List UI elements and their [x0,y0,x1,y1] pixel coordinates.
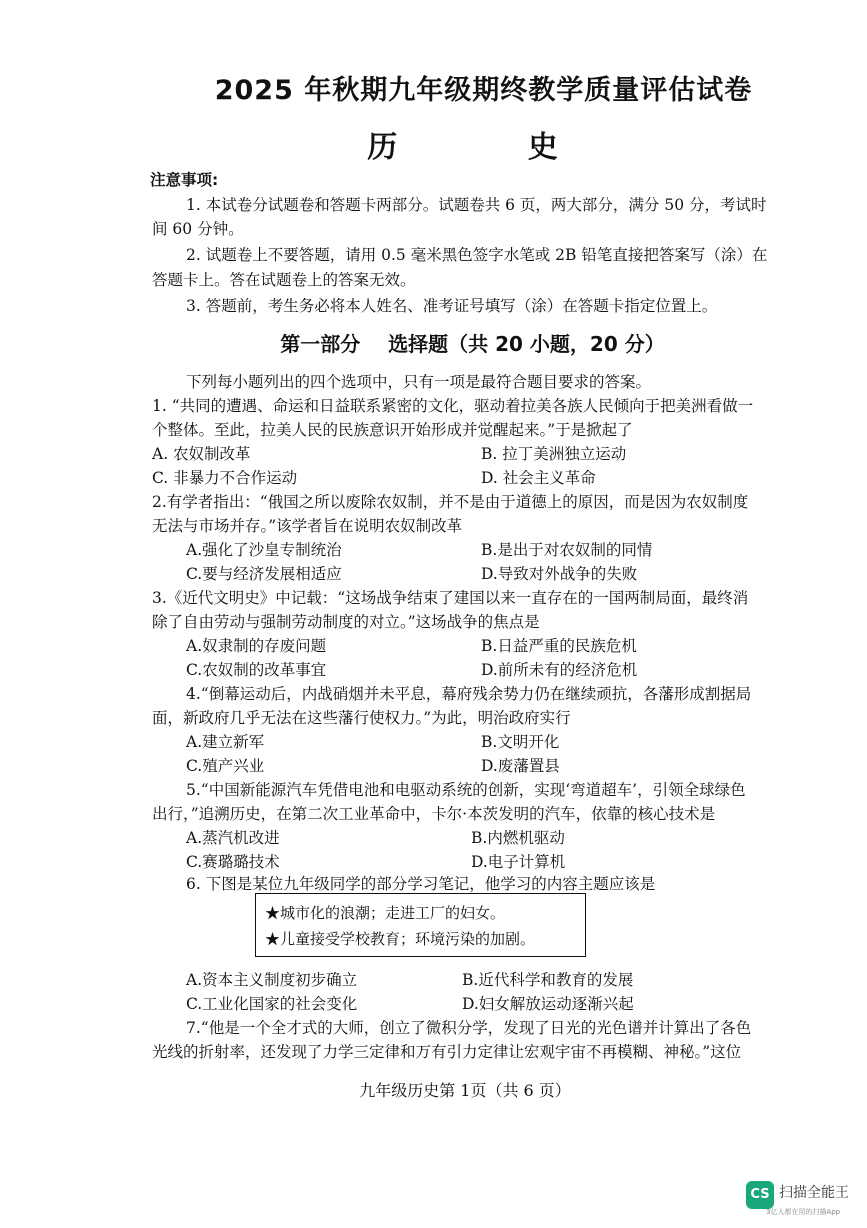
question-5-option-c: C.赛璐璐技术 [186,853,280,871]
section-instruction: 下列每小题列出的四个选项中，只有一项是最符合题目要求的答案。 [186,373,652,391]
question-4-option-c: C.殖产兴业 [186,757,265,775]
question-6-stem: 6. 下图是某位九年级同学的部分学习笔记，他学习的内容主题应该是 [186,875,656,893]
question-6-option-d: D.妇女解放运动逐渐兴起 [462,995,634,1013]
camscanner-logo-icon: CS [746,1181,774,1209]
camscanner-name: 扫描全能王 [779,1185,849,1201]
question-5-option-a: A.蒸汽机改进 [186,829,280,847]
notice-item-1-cont: 间 60 分钟。 [152,220,244,238]
question-7-stem: 7.“他是一个全才式的大师，创立了微积分学，发现了日光的光色谱并计算出了各色 [186,1019,752,1037]
question-2-option-d: D.导致对外战争的失败 [481,565,638,583]
question-5-option-b: B.内燃机驱动 [471,829,565,847]
exam-title: 2025 年秋期九年级期终教学质量评估试卷 [214,75,753,106]
question-3-option-d: D.前所未有的经济危机 [481,661,638,679]
question-1-stem-cont: 个整体。至此，拉美人民的民族意识开始形成并觉醒起来。”于是掀起了 [152,421,633,439]
notice-item-3: 3. 答题前，考生务必将本人姓名、准考证号填写（涂）在答题卡指定位置上。 [186,297,718,315]
question-2-option-b: B.是出于对农奴制的同情 [481,541,653,559]
question-6-option-b: B.近代科学和教育的发展 [462,971,634,989]
question-3-option-b: B.日益严重的民族危机 [481,637,637,655]
question-4-stem: 4.“倒幕运动后，内战硝烟并未平息，幕府残余势力仍在继续顽抗，各藩形成割据局 [186,685,752,703]
question-4-option-d: D.废藩置县 [481,757,560,775]
question-6-option-c: C.工业化国家的社会变化 [186,995,358,1013]
study-note-line-1: ★城市化的浪潮；走进工厂的妇女。 [265,904,506,922]
question-3-option-c: C.农奴制的改革事宜 [186,661,327,679]
study-notes-box [255,893,586,957]
page-footer: 九年级历史第 1页（共 6 页） [359,1081,571,1100]
question-7-stem-cont: 光线的折射率，还发现了力学三定律和万有引力定律让宏观宇宙不再模糊、神秘。”这位 [152,1043,742,1061]
notice-item-2-cont: 答题卡上。答在试题卷上的答案无效。 [152,271,416,289]
question-3-option-a: A.奴隶制的存废问题 [186,637,327,655]
notice-heading: 注意事项: [150,171,219,189]
question-1-stem: 1. “共同的遭遇、命运和日益联系紧密的文化，驱动着拉美各族人民倾向于把美洲看做一 [152,397,754,415]
question-4-stem-cont: 面，新政府几乎无法在这些藩行使权力。”为此，明治政府实行 [152,709,571,727]
study-note-line-2: ★儿童接受学校教育；环境污染的加剧。 [265,930,536,948]
question-5-stem: 5.“中国新能源汽车凭借电池和电驱动系统的创新，实现‘弯道超车’，引领全球绿色 [186,781,746,799]
question-3-stem: 3.《近代文明史》中记载：“这场战争结束了建国以来一直存在的一国两制局面，最终消 [152,589,749,607]
question-4-option-a: A.建立新军 [186,733,265,751]
question-1-option-b: B. 拉丁美洲独立运动 [481,445,627,463]
question-2-stem: 2.有学者指出：“俄国之所以废除农奴制，并不是由于道德上的原因，而是因为农奴制度 [152,493,749,511]
subject-title: 历 史 [367,130,618,165]
question-2-option-c: C.要与经济发展相适应 [186,565,342,583]
question-5-stem-cont: 出行，”追溯历史，在第二次工业革命中，卡尔·本茨发明的汽车，依靠的核心技术是 [152,805,716,823]
question-6-option-a: A.资本主义制度初步确立 [186,971,358,989]
question-2-stem-cont: 无法与市场并存。”该学者旨在说明农奴制改革 [152,517,463,535]
question-1-option-c: C. 非暴力不合作运动 [152,469,298,487]
question-2-option-a: A.强化了沙皇专制统治 [186,541,342,559]
camscanner-tagline: 3亿人都在用的扫描App [766,1208,841,1216]
question-4-option-b: B.文明开化 [481,733,560,751]
question-1-option-a: A. 农奴制改革 [152,445,251,463]
question-3-stem-cont: 除了自由劳动与强制劳动制度的对立。”这场战争的焦点是 [152,613,540,631]
notice-item-2: 2. 试题卷上不要答题，请用 0.5 毫米黑色签字水笔或 2B 铅笔直接把答案写（涂）在 [186,246,768,264]
notice-item-1: 1. 本试卷分试题卷和答题卡两部分。试题卷共 6 页，两大部分，满分 50 分，考试时 [186,196,767,214]
question-5-option-d: D.电子计算机 [471,853,566,871]
section-title: 第一部分 选择题（共 20 小题，20 分） [280,332,665,356]
question-1-option-d: D. 社会主义革命 [481,469,596,487]
